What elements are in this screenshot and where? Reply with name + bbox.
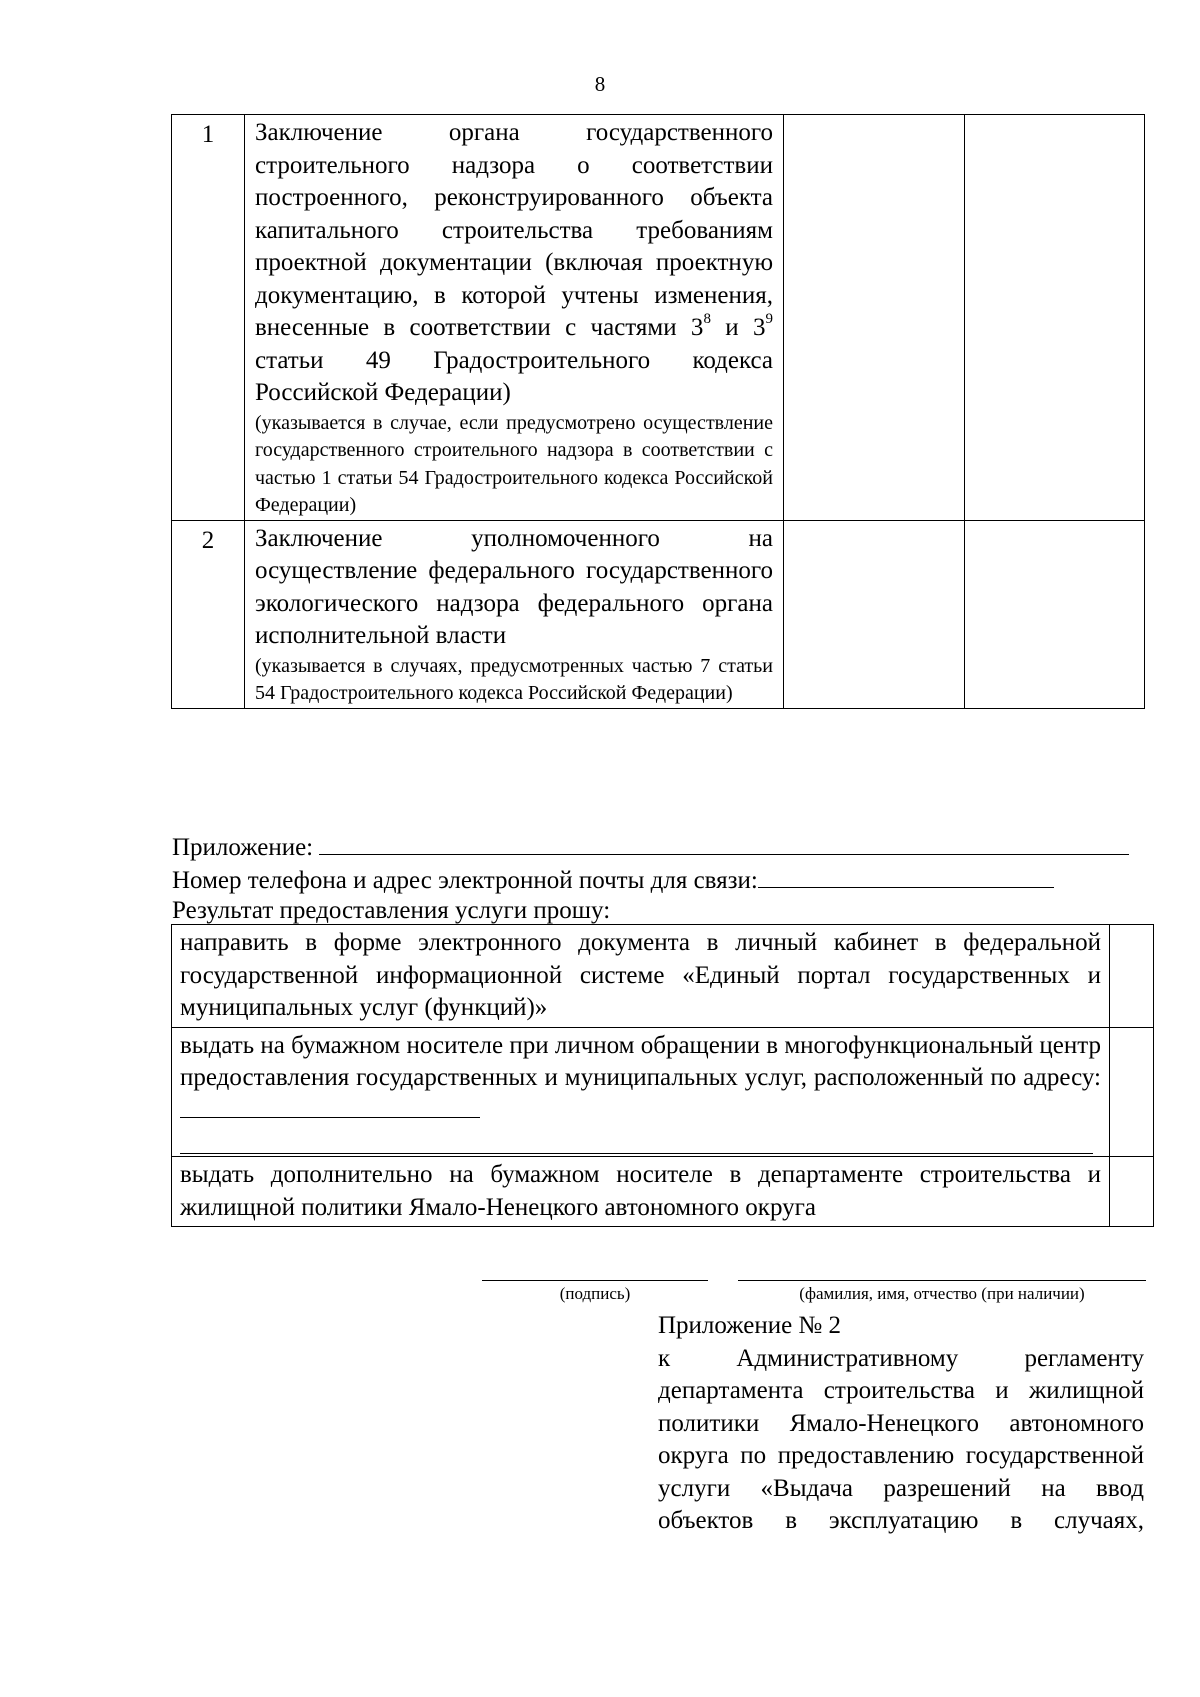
document-note: (указывается в случаях, предусмотренных частью 7 статьи 54 Градостроительного кодекса Российской Федерации) (255, 654, 773, 704)
document-description (245, 115, 784, 521)
contact-field (172, 865, 1132, 896)
result-label: Результат предоставления услуги прошу: (172, 897, 611, 924)
superscript: 9 (765, 310, 773, 327)
result-option-text: выдать на бумажном носителе при личном обращении в многофункциональный центр предоставления государственных и муниципальных услуг, расположенный по адресу: (172, 1027, 1110, 1157)
attachment-label: Приложение: (172, 834, 314, 861)
table-row (172, 1027, 1154, 1157)
date-cell[interactable] (964, 115, 1145, 521)
appendix-title: Приложение № 2 (658, 1312, 842, 1339)
full-name-caption: (фамилия, имя, отчество (при наличии) (799, 1284, 1085, 1303)
full-name-line[interactable] (738, 1280, 1146, 1281)
address-continuation-line[interactable] (180, 1127, 1093, 1154)
date-cell[interactable] (964, 520, 1145, 708)
document-note: (указывается в случае, если предусмотрено осуществление государственного строительного надзора в соответствии с частью 1 статьи 54 Градостроительного кодекса Российской Федерации) (255, 411, 773, 516)
details-cell[interactable] (784, 115, 965, 521)
contact-label: Номер телефона и адрес электронной почты для связи: (172, 867, 758, 894)
signature-caption: (подпись) (559, 1284, 631, 1303)
result-option-text: направить в форме электронного документа в личный кабинет в федеральной государственной информационной системе «Единый портал государственных и муниципальных услуг (функций)» (172, 925, 1110, 1028)
address-input-line[interactable] (180, 1095, 480, 1118)
row-number: 2 (172, 520, 245, 708)
contact-input-line[interactable] (758, 865, 1054, 888)
attachment-input-line[interactable] (319, 832, 1129, 855)
result-option-checkbox[interactable] (1110, 1157, 1154, 1227)
attachment-field (172, 832, 1132, 863)
table-row (172, 520, 1145, 708)
documents-table (171, 114, 1145, 709)
row-number: 1 (172, 115, 245, 521)
document-title: Заключение органа государственного строительного надзора о соответствии построенного, реконструированного объекта капитального строительства требованиям проектной документации (включая проектную документацию, в которой учтены изменения, внесенные в соответствии с частями $3^8$ и $3^9$ статьи 49 Градостроительного кодекса Российской Федерации) (255, 119, 773, 406)
document-description (245, 520, 784, 708)
details-cell[interactable] (784, 520, 965, 708)
table-row (172, 925, 1154, 1028)
signature-line[interactable] (482, 1280, 708, 1281)
table-row (172, 1157, 1154, 1227)
document-title: Заключение уполномоченного на осуществление федерального государственного экологического надзора федерального органа исполнительной власти (255, 524, 773, 649)
result-options-table (171, 924, 1154, 1227)
result-option-text: выдать дополнительно на бумажном носителе в департаменте строительства и жилищной политики Ямало-Ненецкого автономного округа (172, 1157, 1110, 1227)
appendix-block (658, 1310, 1144, 1538)
result-option-checkbox[interactable] (1110, 925, 1154, 1028)
table-row (172, 115, 1145, 521)
superscript: 8 (703, 310, 711, 327)
appendix-text: к Административному регламенту департамента строительства и жилищной политики Ямало-Ненецкого автономного округа по предоставлению государственной услуги «Выдача разрешений на ввод объектов в эксплуатацию в случаях, (658, 1344, 1144, 1534)
page-number: 8 (594, 72, 606, 96)
result-option-checkbox[interactable] (1110, 1027, 1154, 1157)
